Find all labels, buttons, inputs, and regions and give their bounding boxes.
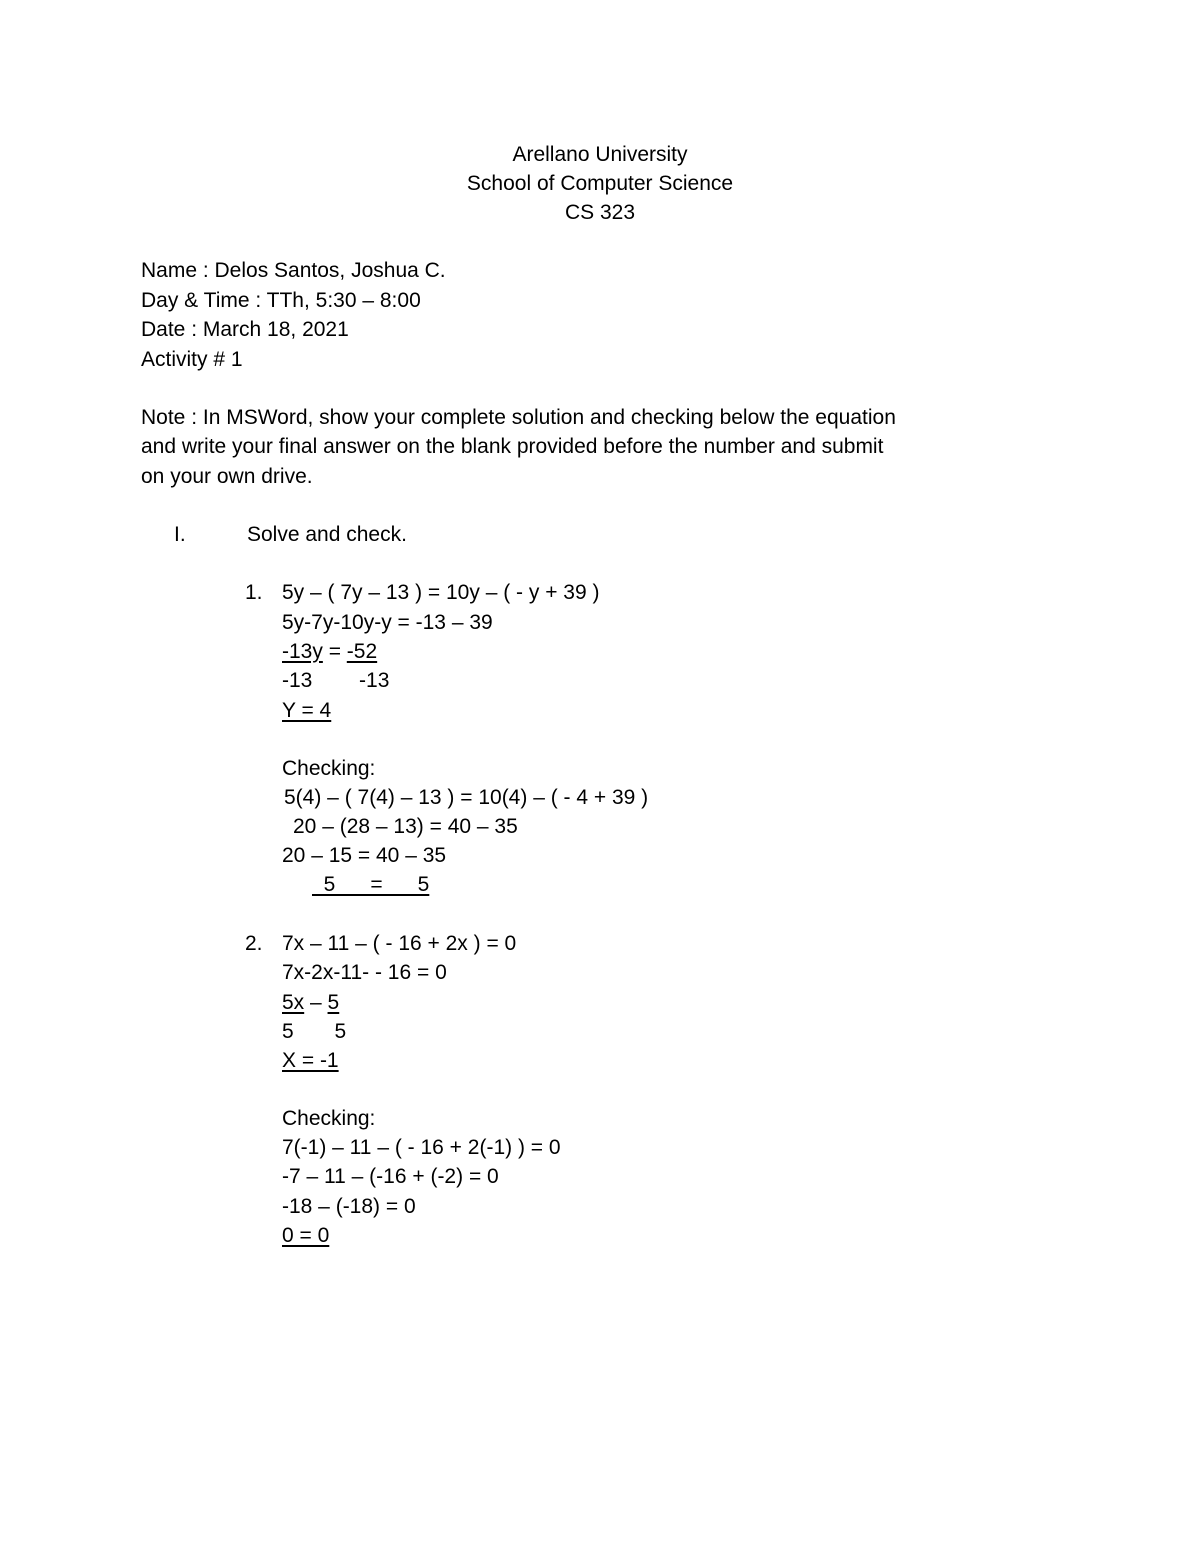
- problem-1-check-2: 20 – (28 – 13) = 40 – 35: [293, 815, 518, 838]
- problem-1-step-2: [282, 640, 377, 664]
- course-code: CS 323: [564, 201, 636, 224]
- problem-2-check-2: -7 – 11 – (-16 + (-2) = 0: [282, 1165, 499, 1188]
- date: Date : March 18, 2021: [141, 318, 349, 341]
- student-name: Name : Delos Santos, Joshua C.: [141, 259, 446, 282]
- problem-1-equation: 5y – ( 7y – 13 ) = 10y – ( - y + 39 ): [282, 581, 600, 604]
- problem-1-check-4: 5 = 5: [312, 873, 430, 896]
- problem-1-number: 1.: [245, 581, 263, 604]
- day-time: Day & Time : TTh, 5:30 – 8:00: [141, 289, 421, 312]
- problem-2-check-1: 7(-1) – 11 – ( - 16 + 2(-1) ) = 0: [282, 1136, 561, 1159]
- university-name: Arellano University: [512, 143, 688, 166]
- problem-1-answer: Y = 4: [282, 699, 332, 722]
- problem-1-check-1: 5(4) – ( 7(4) – 13 ) = 10(4) – ( - 4 + 39 ): [284, 786, 649, 809]
- problem-2-step-2-left: 5x: [282, 991, 305, 1014]
- problem-2-equation: 7x – 11 – ( - 16 + 2x ) = 0: [282, 932, 517, 955]
- problem-2-answer: X = -1: [282, 1049, 339, 1072]
- problem-1-check-3: 20 – 15 = 40 – 35: [282, 844, 447, 867]
- school-name: School of Computer Science: [466, 172, 734, 195]
- problem-1-step-2-left: -13y: [282, 640, 323, 663]
- note-line-1: Note : In MSWord, show your complete solution and checking below the equation: [141, 406, 896, 429]
- problem-2-checking-label: Checking:: [282, 1107, 376, 1130]
- problem-1-step-2-right: -52: [346, 640, 378, 663]
- section-title: Solve and check.: [247, 523, 407, 546]
- problem-2-step-3: 5 5: [282, 1020, 347, 1043]
- note-line-3: on your own drive.: [141, 465, 313, 488]
- problem-2-check-3: -18 – (-18) = 0: [282, 1195, 416, 1218]
- problem-1-step-3: -13 -13: [282, 669, 390, 692]
- activity-number: Activity # 1: [141, 348, 243, 371]
- problem-2-step-2-minus: –: [304, 991, 328, 1014]
- note-line-2: and write your final answer on the blank provided before the number and submit: [141, 435, 884, 458]
- problem-2-step-1: 7x-2x-11- - 16 = 0: [282, 961, 447, 984]
- problem-2-step-2: [282, 991, 339, 1015]
- problem-1-checking-label: Checking:: [282, 757, 376, 780]
- problem-2-step-2-right: 5: [327, 991, 340, 1014]
- problem-1-step-1: 5y-7y-10y-y = -13 – 39: [282, 611, 493, 634]
- problem-2-check-4: 0 = 0: [282, 1224, 330, 1247]
- problem-2-number: 2.: [245, 932, 263, 955]
- problem-1-step-2-equals: =: [322, 640, 347, 663]
- section-numeral: I.: [174, 523, 186, 546]
